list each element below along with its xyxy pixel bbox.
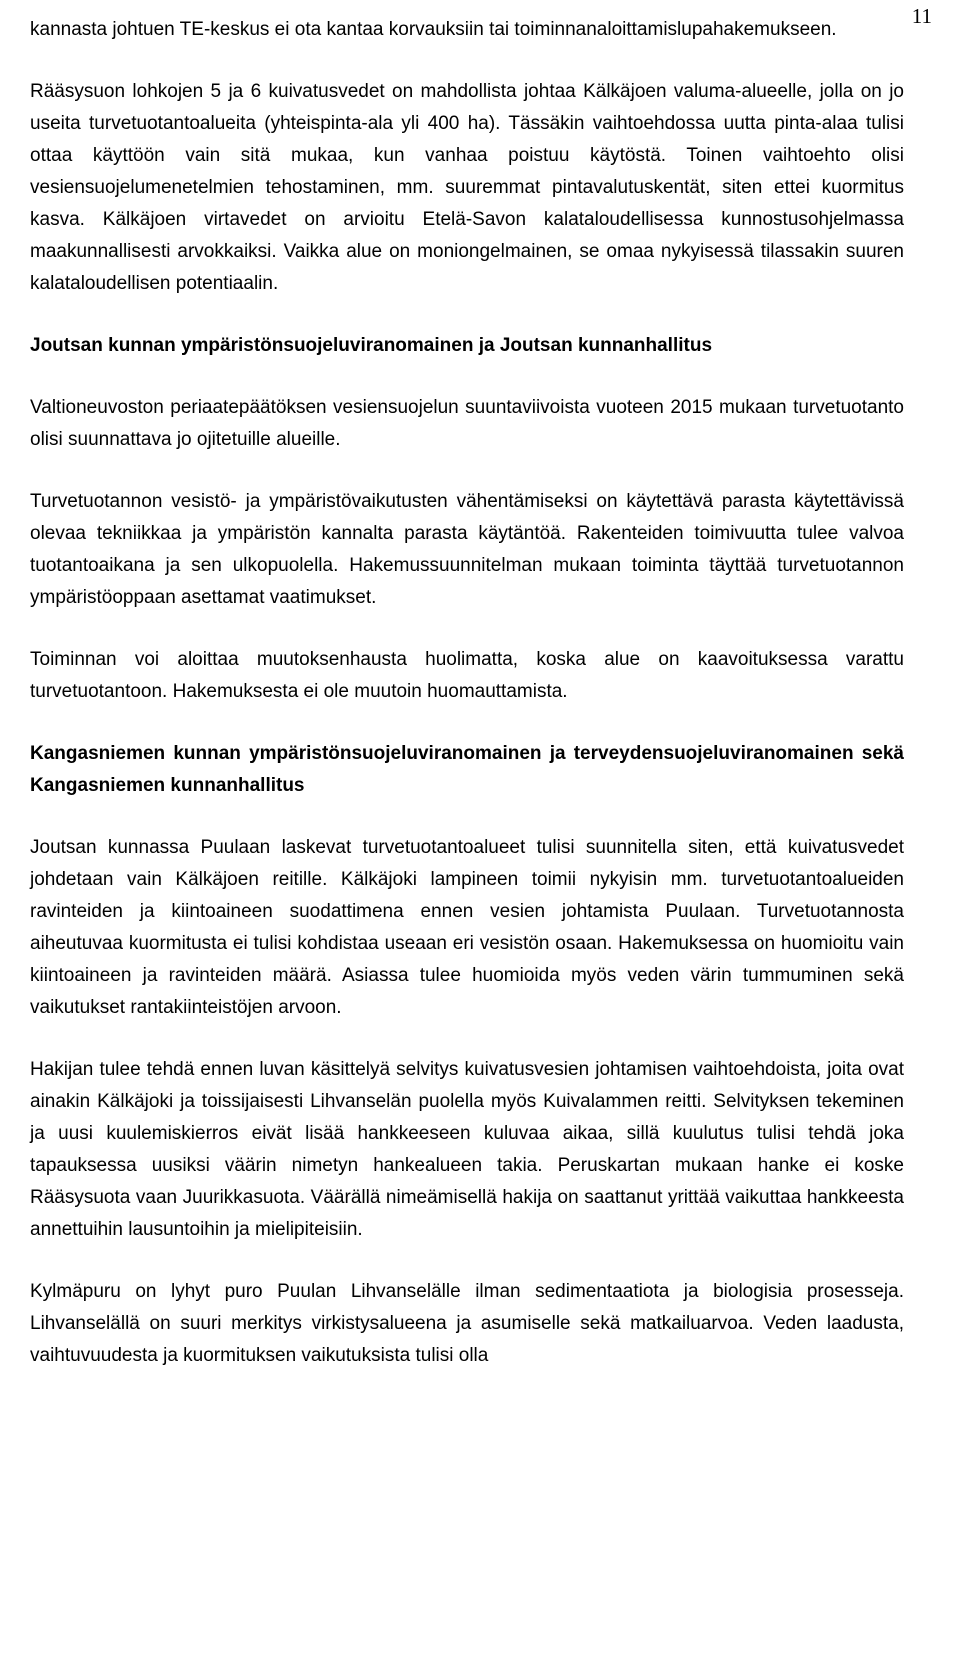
document-body [30, 14, 904, 1372]
paragraph: Joutsan kunnassa Puulaan laskevat turvetuotantoalueet tulisi suunnitella siten, että kuivatusvedet johdetaan vain Kälkäjoen reitille. Kälkäjoki lampineen toimii nykyisin mm. turvetuotantoalueiden ravinteiden ja kiintoaineen suodattimena ennen vesien johtamista Puulaan. Turvetuotannosta aiheutuvaa kuormitusta ei tulisi kohdistaa useaan eri vesistön osaan. Hakemuksessa on huomioitu vain kiintoaineen ja ravinteiden määrä. Asiassa tulee huomioida myös veden värin tummuminen sekä vaikutukset rantakiinteistöjen arvoon. [30, 837, 904, 1018]
paragraph: Rääsysuon lohkojen 5 ja 6 kuivatusvedet on mahdollista johtaa Kälkäjoen valuma-alueelle, jolla on jo useita turvetuotantoalueita (yhteispinta-ala yli 400 ha). Tässäkin vaihtoehdossa uutta pinta-alaa tulisi ottaa käyttöön vain sitä mukaa, kun vanhaa poistuu käytöstä. Toinen vaihtoehto olisi vesiensuojelumenetelmien tehostaminen, mm. suuremmat pintavalutuskentät, siten ettei kuormitus kasva. Kälkäjoen virtavedet on arvioitu Etelä-Savon kalataloudellisessa kunnostusohjelmassa maakunnallisesti arvokkaiksi. Vaikka alue on moniongelmainen, se omaa nykyisessä tilassakin suuren kalataloudellisen potentiaalin. [30, 81, 904, 294]
paragraph: Hakijan tulee tehdä ennen luvan käsittelyä selvitys kuivatusvesien johtamisen vaihtoehdoista, joita ovat ainakin Kälkäjoki ja toissijaisesti Lihvanselän puolella myös Kuivalammen reitti. Selvityksen tekeminen ja uusi kuulemiskierros eivät lisää hankkeeseen kuluvaa aikaa, sillä kuulutus tulisi tehdä joka tapauksessa uusiksi väärin nimetyn hankealueen takia. Peruskartan mukaan hanke ei koske Rääsysuota vaan Juurikkasuota. Väärällä nimeämisellä hakija on saattanut yrittää vaikuttaa hankkeesta annettuihin lausuntoihin ja mielipiteisiin. [30, 1059, 904, 1240]
section-heading: Kangasniemen kunnan ympäristönsuojeluviranomainen ja terveydensuojeluviranomainen sekä Kangasniemen kunnanhallitus [30, 743, 904, 796]
paragraph: Kylmäpuru on lyhyt puro Puulan Lihvanselälle ilman sedimentaatiota ja biologisia prosesseja. Lihvanselällä on suuri merkitys virkistysalueena ja asumiselle sekä matkailuarvoa. Veden laadusta, vaihtuvuudesta ja kuormituksen vaikutuksista tulisi olla [30, 1281, 904, 1366]
paragraph: Toiminnan voi aloittaa muutoksenhausta huolimatta, koska alue on kaavoituksessa varattu turvetuotantoon. Hakemuksesta ei ole muutoin huomauttamista. [30, 649, 904, 702]
paragraph: Turvetuotannon vesistö- ja ympäristövaikutusten vähentämiseksi on käytettävä parasta käytettävissä olevaa tekniikkaa ja ympäristön kannalta parasta käytäntöä. Rakenteiden toimivuutta tulee valvoa tuotantoaikana ja sen ulkopuolella. Hakemussuunnitelman mukaan toiminta täyttää turvetuotannon ympäristöoppaan asettamat vaatimukset. [30, 491, 904, 608]
section-heading: Joutsan kunnan ympäristönsuojeluviranomainen ja Joutsan kunnanhallitus [30, 335, 713, 356]
paragraph: Valtioneuvoston periaatepäätöksen vesiensuojelun suuntaviivoista vuoteen 2015 mukaan turvetuotanto olisi suunnattava jo ojitetuille alueille. [30, 397, 904, 450]
page-number: 11 [911, 4, 932, 28]
paragraph: kannasta johtuen TE-keskus ei ota kantaa korvauksiin tai toiminnanaloittamislupahakemukseen. [30, 19, 837, 40]
